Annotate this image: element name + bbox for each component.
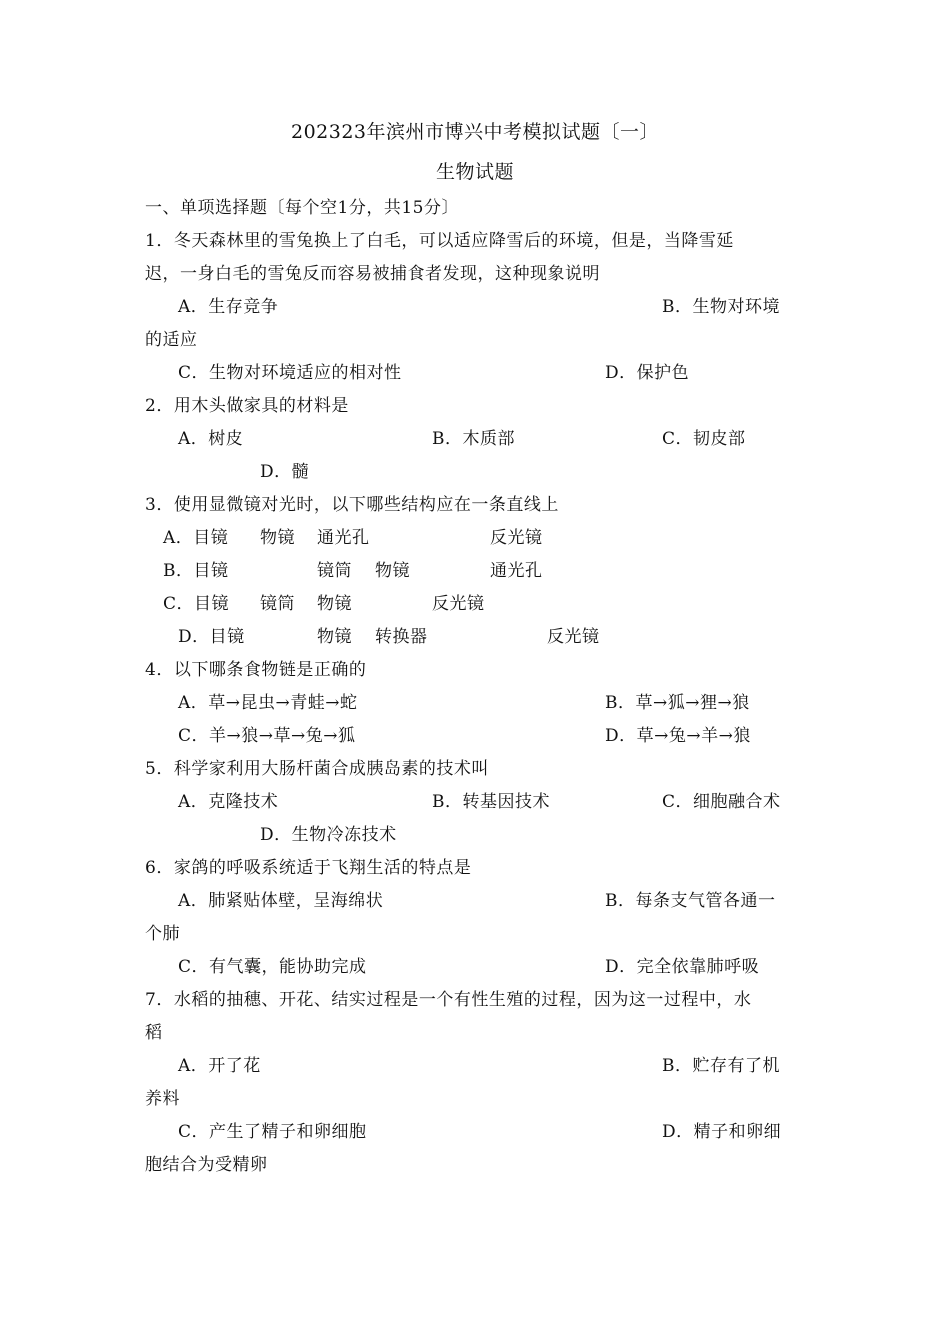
q2-option-c: C．韧皮部	[662, 429, 746, 449]
q2-option-b: B．木质部	[432, 429, 515, 449]
q1-stem-line2: 迟，一身白毛的雪兔反而容易被捕食者发现，这种现象说明	[145, 264, 600, 284]
exam-subtitle: 生物试题	[435, 161, 514, 183]
q3-option-b-label: B．目镜	[163, 561, 229, 581]
q6-option-a: A．肺紧贴体壁，呈海绵状	[178, 891, 384, 911]
q6-option-b: B．每条支气管各通一	[605, 891, 776, 911]
q3-option-d-part1: 物镜	[317, 627, 352, 647]
q1-option-d: D．保护色	[605, 363, 690, 383]
q4-option-a: A．草→昆虫→青蛙→蛇	[178, 693, 358, 713]
q4-stem: 4．以下哪条食物链是正确的	[145, 660, 367, 680]
q3-option-b-part1: 镜筒	[317, 561, 352, 581]
q3-option-c-label: C．目镜	[163, 594, 230, 614]
q2-option-a: A．树皮	[178, 429, 244, 449]
q5-option-b: B．转基因技术	[432, 792, 550, 812]
q3-option-a-part3: 反光镜	[490, 528, 543, 548]
q1-option-c: C．生物对环境适应的相对性	[178, 363, 402, 383]
q1-stem-line1: 1．冬天森林里的雪兔换上了白毛，可以适应降雪后的环境，但是，当降雪延	[145, 231, 734, 251]
q7-option-a: A．开了花	[178, 1056, 261, 1076]
q1-option-a: A．生存竞争	[178, 297, 279, 317]
q7-stem-line1: 7．水稻的抽穗、开花、结实过程是一个有性生殖的过程，因为这一过程中，水	[145, 990, 752, 1010]
q3-option-a-label: A．目镜	[163, 528, 229, 548]
q6-option-b-cont: 个肺	[145, 924, 180, 944]
q6-option-c: C．有气囊，能协助完成	[178, 957, 367, 977]
q3-option-d-part2: 转换器	[375, 627, 428, 647]
q3-option-d-label: D．目镜	[178, 627, 245, 647]
q5-stem: 5．科学家利用大肠杆菌合成胰岛素的技术叫	[145, 759, 489, 779]
q3-stem: 3．使用显微镜对光时，以下哪些结构应在一条直线上	[145, 495, 559, 515]
q3-option-c-part3: 反光镜	[432, 594, 485, 614]
q7-option-c: C．产生了精子和卵细胞	[178, 1122, 367, 1142]
q5-option-d: D．生物冷冻技术	[260, 825, 397, 845]
q6-stem: 6．家鸽的呼吸系统适于飞翔生活的特点是	[145, 858, 472, 878]
q1-option-b-cont: 的适应	[145, 330, 198, 350]
q2-stem: 2．用木头做家具的材料是	[145, 396, 349, 416]
q2-option-d: D．髓	[260, 462, 310, 482]
q3-option-c-part2: 物镜	[317, 594, 352, 614]
q3-option-b-part2: 物镜	[375, 561, 410, 581]
q6-option-d: D．完全依靠肺呼吸	[605, 957, 760, 977]
q7-option-d: D．精子和卵细	[662, 1122, 782, 1142]
q3-option-d-part3: 反光镜	[547, 627, 600, 647]
q7-stem-line2: 稻	[145, 1023, 163, 1043]
q3-option-c-part1: 镜筒	[260, 594, 295, 614]
q7-option-d-cont: 胞结合为受精卵	[145, 1155, 268, 1175]
q3-option-a-part1: 物镜	[260, 528, 295, 548]
q4-option-d: D．草→兔→羊→狼	[605, 726, 751, 746]
q5-option-c: C．细胞融合术	[662, 792, 781, 812]
q7-option-b-cont: 养料	[145, 1089, 180, 1109]
q5-option-a: A．克隆技术	[178, 792, 279, 812]
q4-option-b: B．草→狐→狸→狼	[605, 693, 750, 713]
q3-option-b-part3: 通光孔	[490, 561, 543, 581]
q4-option-c: C．羊→狼→草→兔→狐	[178, 726, 356, 746]
q1-option-b: B．生物对环境	[662, 297, 780, 317]
section-heading: 一、单项选择题〔每个空1分，共15分〕	[145, 198, 459, 218]
q7-option-b: B．贮存有了机	[662, 1056, 780, 1076]
q3-option-a-part2: 通光孔	[317, 528, 370, 548]
exam-title: 202323年滨州市博兴中考模拟试题〔一〕	[290, 121, 660, 143]
